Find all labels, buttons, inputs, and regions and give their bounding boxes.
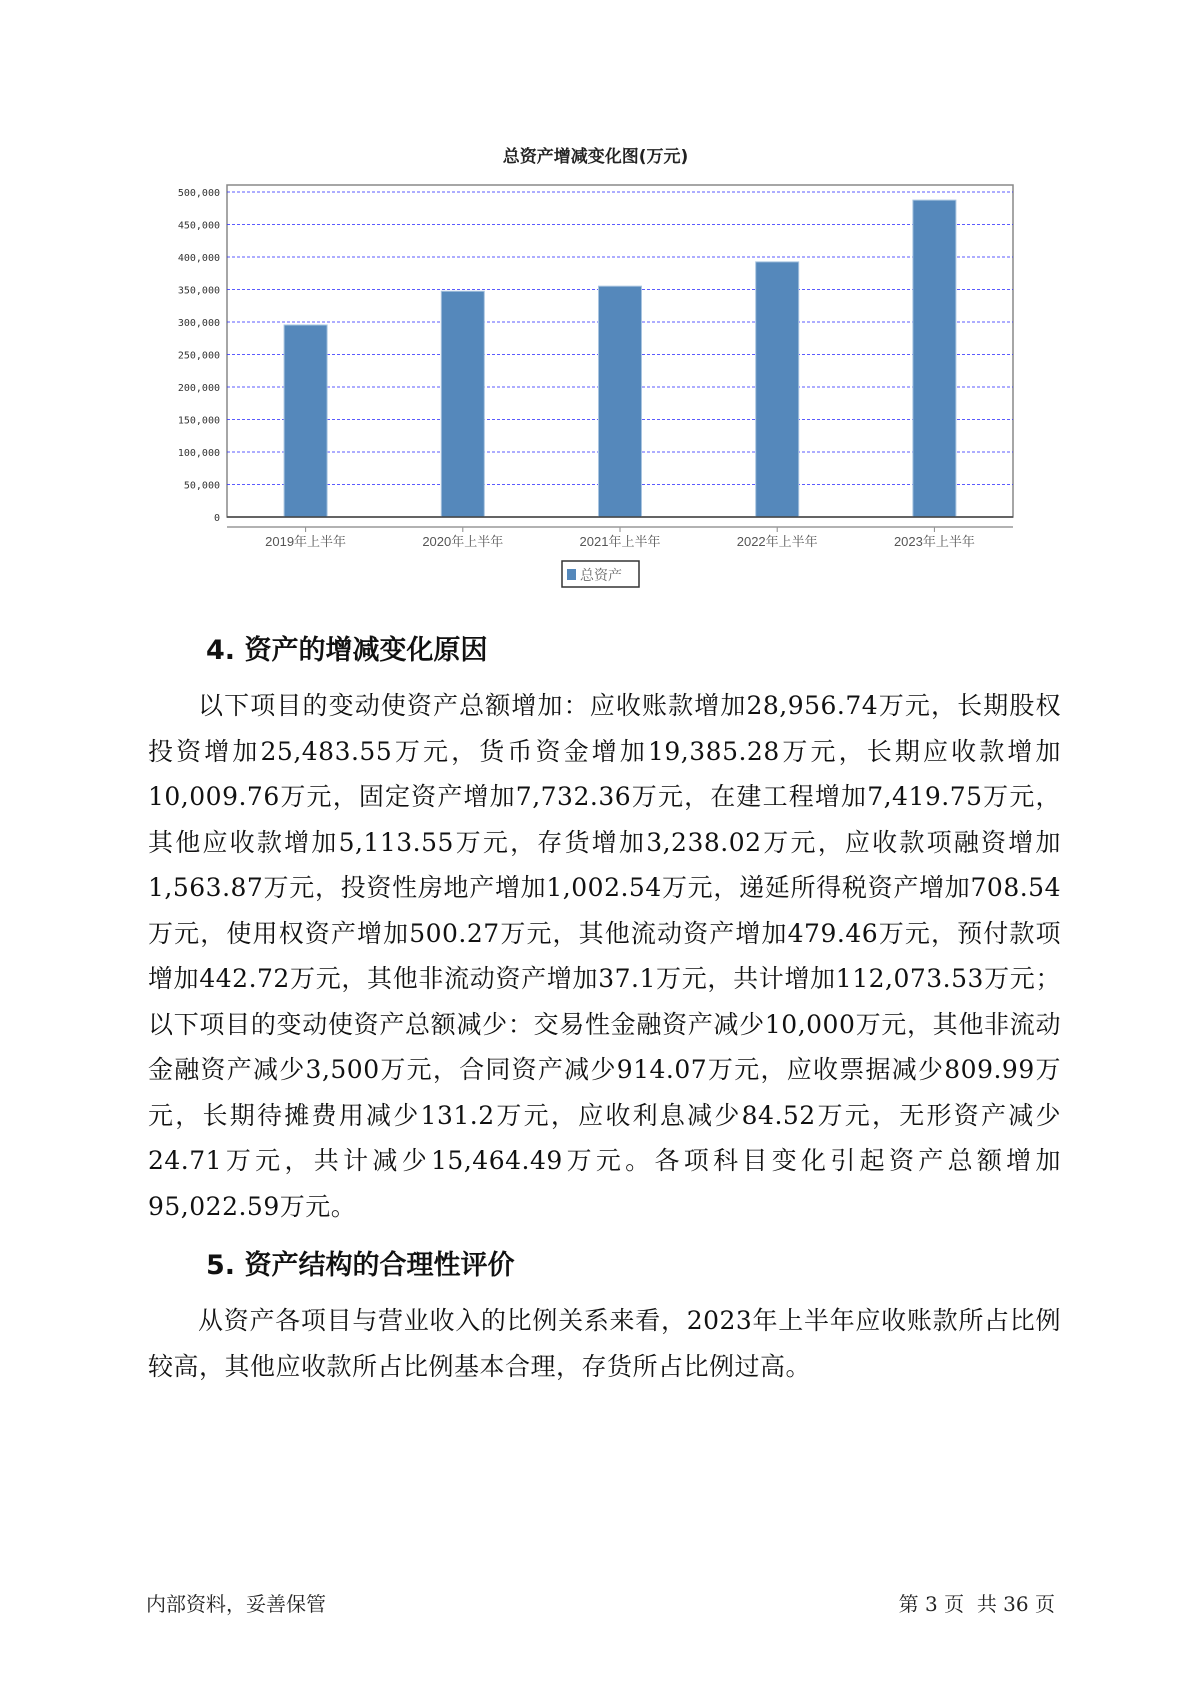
bar <box>599 286 642 517</box>
legend-label: 总资产 <box>580 568 622 584</box>
y-tick-label: 400,000 <box>177 253 220 264</box>
section-heading-4: 4. 资产的增减变化原因 <box>206 635 488 666</box>
bar <box>756 262 799 517</box>
y-tick-label: 100,000 <box>177 448 220 459</box>
y-tick-label: 500,000 <box>177 188 220 199</box>
bar <box>441 291 484 517</box>
y-tick-label: 200,000 <box>177 383 220 394</box>
bar <box>913 200 956 517</box>
y-tick-label: 250,000 <box>177 350 220 362</box>
section-heading-5: 5. 资产结构的合理性评价 <box>206 1250 515 1281</box>
y-tick-label: 0 <box>213 513 220 524</box>
legend-swatch <box>567 569 576 580</box>
x-tick-label: 2022年上半年 <box>736 534 818 549</box>
bar <box>284 325 327 517</box>
section-body-4: 以下项目的变动使资产总额增加：应收账款增加28,956.74万元，长期股权投资增加25,483.55万元，货币资金增加19,385.28万元，长期应收款增加10,009.76万元，固定资产增加7,732.36万元，在建工程增加7,419.75万元，其他应收款增加5,113.55万元，存货增加3,238.02万元，应收款项融资增加1,563.87万元，投资性房地产增加1,002.54万元，递延所得税资产增加708.54万元，使用权资产增加500.27万元，其他流动资产增加479.46万元，预付款项增加442.72万元，其他非流动资产增加37.1万元，共计增加112,073.53万元；以下项目的变动使资产总额减少：交易性金融资产减少10,000万元，其他非流动金融资产减少3,500万元，合同资产减少914.07万元，应收票据减少809.99万元，长期待摊费用减少131.2万元，应收利息减少84.52万元，无形资产减少24.71万元，共计减少15,464.49万元。各项科目变化引起资产总额增加95,022.59万元。 <box>148 691 1061 1221</box>
x-tick-label: 2021年上半年 <box>579 534 661 549</box>
y-tick-label: 50,000 <box>183 480 220 492</box>
footer-confidential: 内部资料，妥善保管 <box>146 1592 326 1616</box>
y-tick-label: 350,000 <box>177 285 220 297</box>
y-tick-label: 150,000 <box>177 415 220 427</box>
x-tick-label: 2020年上半年 <box>422 534 504 549</box>
y-tick-label: 450,000 <box>177 220 220 232</box>
bar-chart <box>0 0 1191 620</box>
footer-page-number: 第 3 页 共 36 页 <box>898 1592 1055 1616</box>
x-tick-label: 2023年上半年 <box>893 534 975 549</box>
x-tick-label: 2019年上半年 <box>265 534 347 549</box>
section-body-5: 从资产各项目与营业收入的比例关系来看，2023年上半年应收账款所占比例较高，其他应收款所占比例基本合理，存货所占比例过高。 <box>148 1306 1061 1381</box>
y-tick-label: 300,000 <box>177 318 220 329</box>
chart-title: 总资产增减变化图(万元) <box>502 147 689 167</box>
